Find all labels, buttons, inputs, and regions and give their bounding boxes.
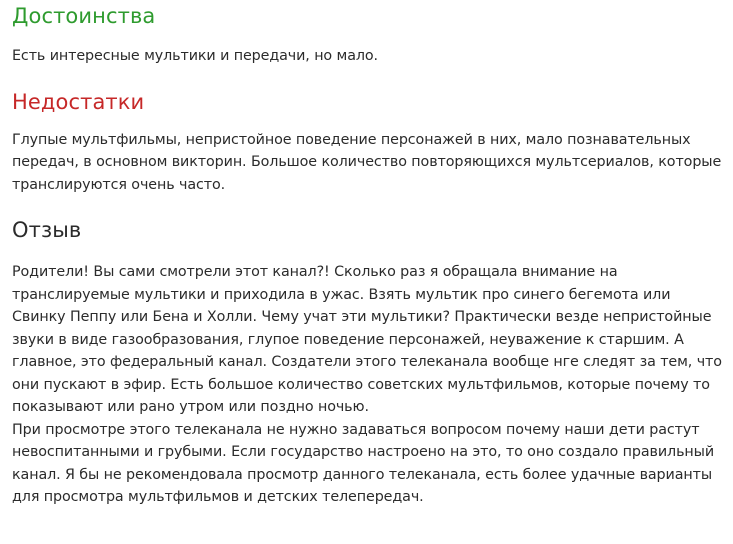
review-paragraph: При просмотре этого телеканала не нужно задаваться вопросом почему наши дети растут невоспитанными и грубыми. Если государство настроено на это, то оно создало правильный канал. Я бы не рекомендовала просмотр данного телеканала, есть более удачные варианты для просмотра мультфильмов и детских телепередач.	[12, 421, 715, 505]
cons-text: Глупые мультфильмы, непристойное поведение персонажей в них, мало познавательных передач, в основном викторин. Большое количество повторяющихся мультсериалов, которые транслируются очень часто.	[12, 131, 722, 193]
review-content	[12, 0, 728, 509]
cons-heading: Недостатки	[12, 89, 145, 114]
pros-heading: Достоинства	[12, 4, 156, 28]
review-paragraph: Родители! Вы сами смотрели этот канал?! Сколько раз я обращала внимание на транслируемые мультики и приходила в ужас. Взять мультик про синего бегемота или Свинку Пеппу или Бена и Холли. Чему учат эти мультики? Практически везде непристойные звуки в виде газообразования, глупое поведение персонажей, неуважение к старшим. А главное, это федеральный канал. Создатели этого телеканала вообще нге следят за тем, что они пускают в эфир. Есть большое количество советских мультфильмов, которые почему то показывают или рано утром или поздно ночью.	[12, 264, 722, 415]
pros-text: Есть интересные мультики и передачи, но мало.	[12, 48, 379, 64]
review-heading: Отзыв	[12, 218, 82, 242]
review-body	[12, 261, 728, 509]
